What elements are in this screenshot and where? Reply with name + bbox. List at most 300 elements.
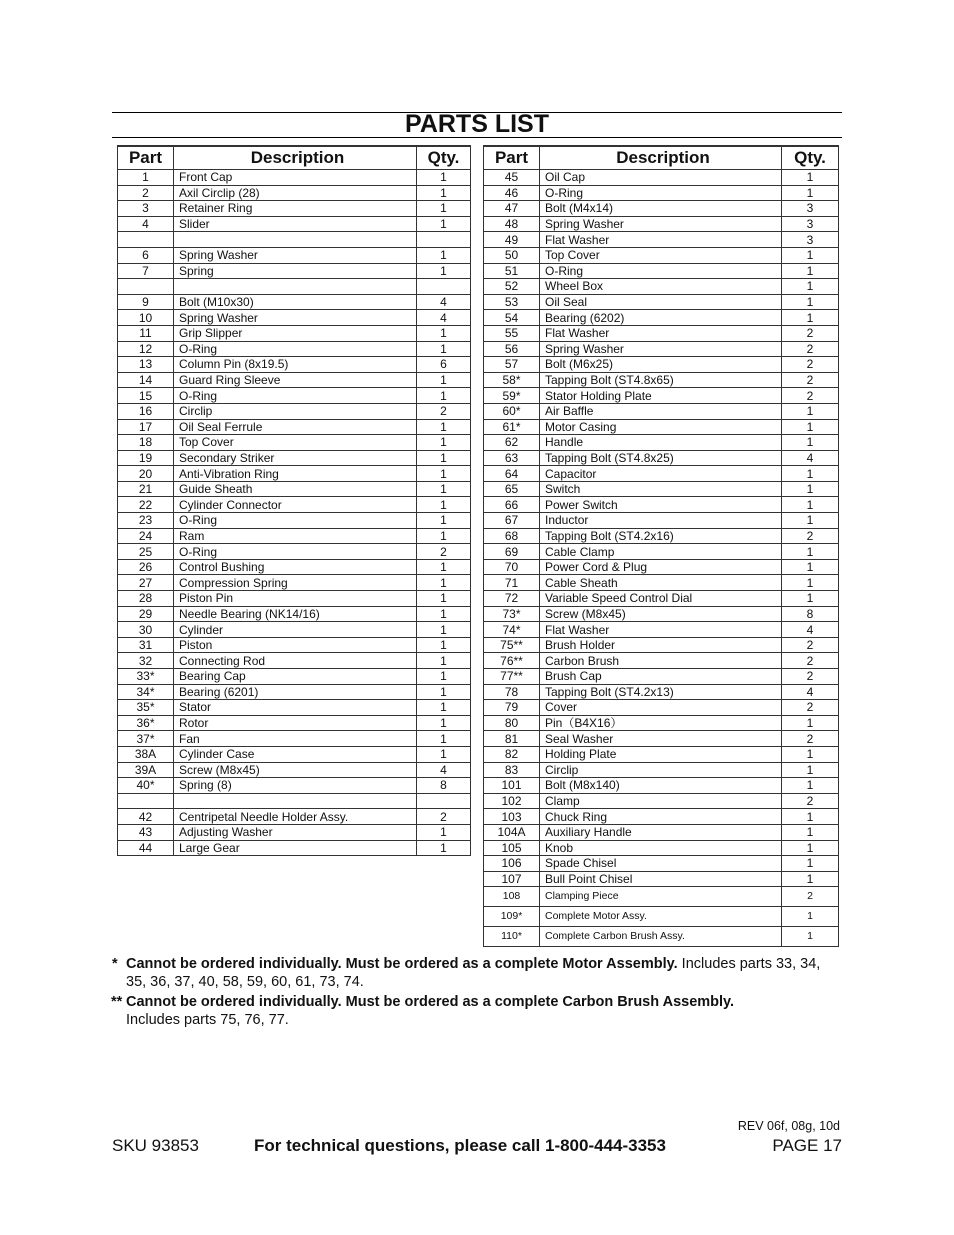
- technical-support-line: For technical questions, please call 1-800-444-3353: [254, 1136, 666, 1155]
- table-row: [118, 700, 471, 716]
- table-row: [484, 809, 839, 825]
- part-qty: 1: [417, 170, 471, 186]
- part-qty: 1: [782, 907, 839, 927]
- part-qty: 2: [782, 653, 839, 669]
- part-number: [118, 232, 174, 248]
- part-qty: 1: [782, 927, 839, 947]
- part-description: Bolt (M6x25): [540, 357, 782, 373]
- part-qty: 1: [417, 700, 471, 716]
- part-qty: 1: [417, 481, 471, 497]
- part-number: [118, 279, 174, 295]
- part-description: Carbon Brush: [540, 653, 782, 669]
- part-description: O-Ring: [540, 185, 782, 201]
- part-number: 106: [484, 856, 540, 872]
- part-number: 68: [484, 528, 540, 544]
- page-number: PAGE 17: [772, 1136, 842, 1155]
- part-number: 70: [484, 559, 540, 575]
- part-description: Tapping Bolt (ST4.8x65): [540, 372, 782, 388]
- part-qty: 3: [782, 216, 839, 232]
- part-qty: 2: [782, 731, 839, 747]
- table-row: [118, 575, 471, 591]
- part-qty: 1: [417, 216, 471, 232]
- table-row: [484, 840, 839, 856]
- part-qty: 8: [417, 778, 471, 794]
- part-number: 44: [118, 840, 174, 856]
- table-row: [484, 232, 839, 248]
- part-number: 17: [118, 419, 174, 435]
- part-number: 18: [118, 435, 174, 451]
- part-qty: 2: [782, 357, 839, 373]
- part-number: 27: [118, 575, 174, 591]
- part-number: 24: [118, 528, 174, 544]
- table-row: [118, 263, 471, 279]
- table-row: [484, 575, 839, 591]
- part-number: 61*: [484, 419, 540, 435]
- part-description: Top Cover: [174, 435, 417, 451]
- part-number: 81: [484, 731, 540, 747]
- footnote-motor-assembly: [112, 955, 842, 991]
- part-qty: 6: [417, 357, 471, 373]
- part-description: Circlip: [174, 403, 417, 419]
- part-qty: 1: [417, 715, 471, 731]
- table-row: [484, 591, 839, 607]
- part-qty: 1: [417, 840, 471, 856]
- part-number: 104A: [484, 824, 540, 840]
- part-description: Switch: [540, 481, 782, 497]
- title-rule: [112, 137, 842, 138]
- part-description: Needle Bearing (NK14/16): [174, 606, 417, 622]
- part-number: 75**: [484, 637, 540, 653]
- part-description: Centripetal Needle Holder Assy.: [174, 809, 417, 825]
- part-qty: 4: [782, 684, 839, 700]
- footnote-mark: *: [112, 956, 118, 972]
- part-number: 21: [118, 481, 174, 497]
- part-number: 39A: [118, 762, 174, 778]
- table-row: [484, 528, 839, 544]
- part-description: Stator: [174, 700, 417, 716]
- part-number: 82: [484, 746, 540, 762]
- part-qty: 1: [417, 591, 471, 607]
- part-description: Power Switch: [540, 497, 782, 513]
- part-number: 103: [484, 809, 540, 825]
- part-description: Cylinder Connector: [174, 497, 417, 513]
- part-qty: 2: [417, 809, 471, 825]
- part-qty: 1: [417, 450, 471, 466]
- part-qty: 1: [417, 606, 471, 622]
- table-row: [484, 294, 839, 310]
- part-number: 42: [118, 809, 174, 825]
- part-number: 52: [484, 279, 540, 295]
- part-description: Bolt (M10x30): [174, 294, 417, 310]
- part-description: Circlip: [540, 762, 782, 778]
- table-row: [118, 715, 471, 731]
- table-row: [118, 591, 471, 607]
- part-qty: 1: [782, 840, 839, 856]
- part-description: Seal Washer: [540, 731, 782, 747]
- part-description: Brush Holder: [540, 637, 782, 653]
- part-description: Chuck Ring: [540, 809, 782, 825]
- table-row: [484, 871, 839, 887]
- table-row: [484, 279, 839, 295]
- table-row: [484, 419, 839, 435]
- table-row: [484, 372, 839, 388]
- part-qty: 1: [782, 762, 839, 778]
- part-number: 2: [118, 185, 174, 201]
- table-row: [484, 856, 839, 872]
- part-qty: 2: [782, 372, 839, 388]
- part-number: 34*: [118, 684, 174, 700]
- part-number: 1: [118, 170, 174, 186]
- table-row: [118, 731, 471, 747]
- part-qty: 1: [417, 824, 471, 840]
- part-description: Piston Pin: [174, 591, 417, 607]
- part-description: Ram: [174, 528, 417, 544]
- part-number: 11: [118, 325, 174, 341]
- part-description: Cylinder: [174, 622, 417, 638]
- table-row: [484, 247, 839, 263]
- part-description: O-Ring: [174, 388, 417, 404]
- part-qty: 4: [417, 762, 471, 778]
- part-description: Variable Speed Control Dial: [540, 591, 782, 607]
- part-qty: 1: [782, 294, 839, 310]
- part-number: 64: [484, 466, 540, 482]
- table-row: [484, 481, 839, 497]
- part-number: 56: [484, 341, 540, 357]
- footnotes: [112, 955, 842, 1031]
- part-description: Spade Chisel: [540, 856, 782, 872]
- part-description: Flat Washer: [540, 622, 782, 638]
- table-row: [118, 684, 471, 700]
- table-row: [118, 544, 471, 560]
- part-description: Secondary Striker: [174, 450, 417, 466]
- part-number: 63: [484, 450, 540, 466]
- table-row: [484, 559, 839, 575]
- part-number: 35*: [118, 700, 174, 716]
- part-description: Compression Spring: [174, 575, 417, 591]
- part-qty: 2: [782, 341, 839, 357]
- part-description: Cable Sheath: [540, 575, 782, 591]
- part-number: 69: [484, 544, 540, 560]
- table-row: [118, 185, 471, 201]
- part-qty: 8: [782, 606, 839, 622]
- part-qty: 1: [417, 746, 471, 762]
- table-row: [118, 637, 471, 653]
- part-qty: 2: [782, 700, 839, 716]
- part-number: 58*: [484, 372, 540, 388]
- table-row: [484, 606, 839, 622]
- table-row: [118, 435, 471, 451]
- table-row: [118, 622, 471, 638]
- part-qty: 1: [782, 403, 839, 419]
- part-qty: 3: [782, 232, 839, 248]
- part-description: Auxiliary Handle: [540, 824, 782, 840]
- table-row: [118, 669, 471, 685]
- table-row: [484, 388, 839, 404]
- part-description: Tapping Bolt (ST4.2x16): [540, 528, 782, 544]
- part-qty: 3: [782, 201, 839, 217]
- part-description: Bolt (M4x14): [540, 201, 782, 217]
- table-row: [118, 840, 471, 856]
- table-row: [118, 466, 471, 482]
- table-row: [484, 684, 839, 700]
- table-row: [484, 325, 839, 341]
- description-header: Description: [174, 146, 417, 170]
- part-qty: 1: [417, 622, 471, 638]
- part-description: Holding Plate: [540, 746, 782, 762]
- part-description: Oil Seal Ferrule: [174, 419, 417, 435]
- parts-table-right: [483, 145, 839, 947]
- part-description: Slider: [174, 216, 417, 232]
- part-number: 76**: [484, 653, 540, 669]
- table-row: [118, 279, 471, 295]
- part-description: Grip Slipper: [174, 325, 417, 341]
- table-row: [484, 450, 839, 466]
- part-number: 38A: [118, 746, 174, 762]
- part-description: Knob: [540, 840, 782, 856]
- part-number: 12: [118, 341, 174, 357]
- footnote-mark: **: [111, 994, 123, 1010]
- part-number: 10: [118, 310, 174, 326]
- part-description: Adjusting Washer: [174, 824, 417, 840]
- part-qty: 4: [417, 310, 471, 326]
- part-qty: 1: [417, 575, 471, 591]
- table-row: [484, 310, 839, 326]
- table-row: [484, 357, 839, 373]
- table-row: [118, 325, 471, 341]
- part-description: Brush Cap: [540, 669, 782, 685]
- part-number: 102: [484, 793, 540, 809]
- table-row: [484, 216, 839, 232]
- part-number: 49: [484, 232, 540, 248]
- part-description: Rotor: [174, 715, 417, 731]
- part-description: Clamp: [540, 793, 782, 809]
- part-number: 73*: [484, 606, 540, 622]
- part-qty: 1: [782, 419, 839, 435]
- part-number: 40*: [118, 778, 174, 794]
- table-row: [118, 310, 471, 326]
- table-row: [118, 372, 471, 388]
- footnote-bold: Cannot be ordered individually. Must be ordered as a complete Carbon Brush Assembly.: [126, 994, 735, 1010]
- part-description: Retainer Ring: [174, 201, 417, 217]
- part-description: O-Ring: [174, 513, 417, 529]
- part-qty: 1: [782, 809, 839, 825]
- part-qty: 2: [417, 403, 471, 419]
- part-number: 77**: [484, 669, 540, 685]
- table-row: [118, 606, 471, 622]
- part-qty: 1: [417, 247, 471, 263]
- part-number: 3: [118, 201, 174, 217]
- part-qty: [417, 793, 471, 809]
- description-header: Description: [540, 146, 782, 170]
- part-description: Oil Cap: [540, 170, 782, 186]
- part-description: Bearing (6202): [540, 310, 782, 326]
- part-number: 43: [118, 824, 174, 840]
- part-description: Fan: [174, 731, 417, 747]
- footnote-carbon-brush-assembly: [112, 993, 842, 1029]
- part-description: Anti-Vibration Ring: [174, 466, 417, 482]
- part-description: Guide Sheath: [174, 481, 417, 497]
- table-row: [118, 559, 471, 575]
- part-number: 33*: [118, 669, 174, 685]
- part-description: Large Gear: [174, 840, 417, 856]
- part-number: 46: [484, 185, 540, 201]
- part-qty: 1: [417, 185, 471, 201]
- part-description: Complete Motor Assy.: [540, 907, 782, 927]
- part-qty: 1: [417, 201, 471, 217]
- part-qty: [417, 232, 471, 248]
- part-description: Column Pin (8x19.5): [174, 357, 417, 373]
- part-qty: 1: [782, 778, 839, 794]
- part-qty: 1: [417, 372, 471, 388]
- part-number: 25: [118, 544, 174, 560]
- part-qty: 4: [782, 450, 839, 466]
- part-number: 15: [118, 388, 174, 404]
- table-row: [484, 185, 839, 201]
- part-qty: 1: [417, 637, 471, 653]
- sku-label: SKU 93853: [112, 1136, 199, 1155]
- part-number: 32: [118, 653, 174, 669]
- table-row: [118, 170, 471, 186]
- part-description: Pin（B4X16）: [540, 715, 782, 731]
- table-row: [118, 247, 471, 263]
- table-row: [118, 232, 471, 248]
- table-row: [484, 762, 839, 778]
- footnote-bold: Cannot be ordered individually. Must be ordered as a complete Motor Assembly.: [126, 956, 678, 972]
- part-description: [174, 279, 417, 295]
- table-row: [484, 170, 839, 186]
- table-row: [484, 622, 839, 638]
- part-qty: 1: [417, 559, 471, 575]
- table-row: [118, 294, 471, 310]
- part-description: Cylinder Case: [174, 746, 417, 762]
- qty-header: Qty.: [782, 146, 839, 170]
- part-description: Complete Carbon Brush Assy.: [540, 927, 782, 947]
- table-row: [118, 762, 471, 778]
- part-number: 54: [484, 310, 540, 326]
- part-number: 57: [484, 357, 540, 373]
- table-row: [484, 497, 839, 513]
- part-qty: [417, 279, 471, 295]
- part-description: Bolt (M8x140): [540, 778, 782, 794]
- part-number: 80: [484, 715, 540, 731]
- part-number: 20: [118, 466, 174, 482]
- part-description: O-Ring: [174, 341, 417, 357]
- revision-label: REV 06f, 08g, 10d: [737, 1119, 840, 1133]
- part-description: Capacitor: [540, 466, 782, 482]
- part-description: Bearing (6201): [174, 684, 417, 700]
- part-qty: 1: [782, 856, 839, 872]
- part-description: Wheel Box: [540, 279, 782, 295]
- table-row: [484, 824, 839, 840]
- part-description: Tapping Bolt (ST4.2x13): [540, 684, 782, 700]
- part-description: Screw (M8x45): [540, 606, 782, 622]
- table-row: [484, 544, 839, 560]
- part-number: 29: [118, 606, 174, 622]
- part-qty: 1: [417, 653, 471, 669]
- part-description: Stator Holding Plate: [540, 388, 782, 404]
- part-qty: 2: [782, 637, 839, 653]
- part-qty: 1: [782, 871, 839, 887]
- part-description: Guard Ring Sleeve: [174, 372, 417, 388]
- part-description: Spring Washer: [174, 310, 417, 326]
- table-header: [484, 146, 839, 170]
- part-number: 108: [484, 887, 540, 907]
- part-description: O-Ring: [174, 544, 417, 560]
- table-row: [484, 341, 839, 357]
- part-qty: 1: [417, 263, 471, 279]
- part-number: 109*: [484, 907, 540, 927]
- part-number: 23: [118, 513, 174, 529]
- part-description: [174, 232, 417, 248]
- table-row: [118, 403, 471, 419]
- part-qty: 2: [782, 325, 839, 341]
- part-number: 13: [118, 357, 174, 373]
- part-number: 107: [484, 871, 540, 887]
- table-row: [118, 388, 471, 404]
- part-qty: 1: [782, 435, 839, 451]
- table-row: [118, 216, 471, 232]
- part-qty: 4: [782, 622, 839, 638]
- part-description: Spring: [174, 263, 417, 279]
- table-row: [484, 778, 839, 794]
- table-row: [118, 746, 471, 762]
- part-number: 55: [484, 325, 540, 341]
- part-number: 65: [484, 481, 540, 497]
- part-header: Part: [484, 146, 540, 170]
- part-number: 78: [484, 684, 540, 700]
- part-number: 14: [118, 372, 174, 388]
- table-row: [118, 513, 471, 529]
- part-qty: 1: [782, 513, 839, 529]
- part-description: Spring Washer: [174, 247, 417, 263]
- table-header: [118, 146, 471, 170]
- part-description: Clamping Piece: [540, 887, 782, 907]
- part-description: Axil Circlip (28): [174, 185, 417, 201]
- part-qty: 2: [782, 669, 839, 685]
- table-row: [484, 746, 839, 762]
- part-qty: 1: [417, 435, 471, 451]
- part-number: 51: [484, 263, 540, 279]
- part-number: 60*: [484, 403, 540, 419]
- part-qty: 2: [782, 793, 839, 809]
- part-number: 50: [484, 247, 540, 263]
- part-description: Oil Seal: [540, 294, 782, 310]
- footnote-text: Includes parts 75, 76, 77.: [126, 1012, 289, 1028]
- part-description: Connecting Rod: [174, 653, 417, 669]
- part-qty: 1: [782, 715, 839, 731]
- part-description: Piston: [174, 637, 417, 653]
- part-number: 48: [484, 216, 540, 232]
- part-number: 59*: [484, 388, 540, 404]
- part-qty: 1: [782, 559, 839, 575]
- part-qty: 1: [417, 466, 471, 482]
- table-row: [484, 731, 839, 747]
- part-number: 9: [118, 294, 174, 310]
- part-description: Air Baffle: [540, 403, 782, 419]
- part-qty: 1: [782, 279, 839, 295]
- part-number: 53: [484, 294, 540, 310]
- part-qty: 2: [417, 544, 471, 560]
- part-qty: 1: [782, 310, 839, 326]
- part-number: 45: [484, 170, 540, 186]
- table-row: [484, 201, 839, 217]
- part-number: 47: [484, 201, 540, 217]
- part-number: 71: [484, 575, 540, 591]
- part-number: 83: [484, 762, 540, 778]
- parts-table-left: [117, 145, 471, 856]
- part-number: 22: [118, 497, 174, 513]
- part-qty: 1: [782, 247, 839, 263]
